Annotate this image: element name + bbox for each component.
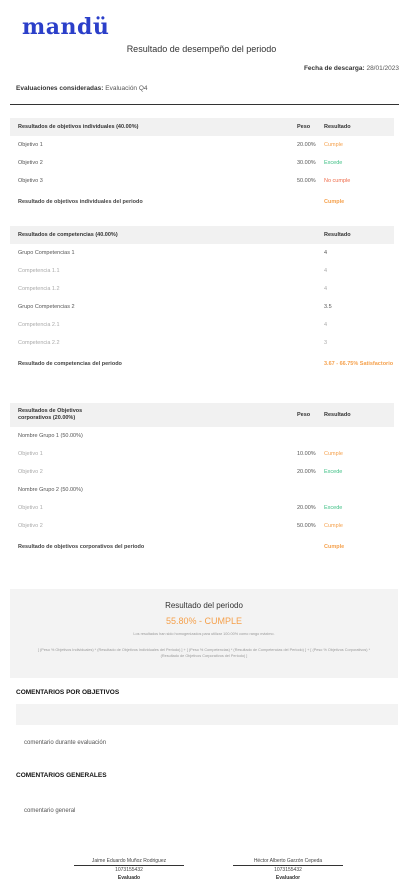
- objectives-comment-text: comentario durante evaluación: [24, 740, 107, 746]
- competency-result: 4: [324, 268, 328, 274]
- competency-row: [10, 262, 394, 280]
- objective-peso: 50.00%: [297, 523, 316, 529]
- signature-role: Evaluador: [275, 875, 301, 881]
- header-resultado: Resultado: [324, 232, 351, 238]
- competency-name: Grupo Competencias 1: [18, 250, 75, 256]
- signature-name: Héctor Alberto Garzón Cepeda: [253, 858, 323, 864]
- objective-result: Cumple: [324, 523, 343, 529]
- signature-id: 1073155432: [115, 867, 143, 873]
- objective-result: Excede: [324, 469, 343, 475]
- corporate-group-row: [10, 427, 394, 445]
- download-date: [304, 65, 399, 72]
- competency-name: Competencia 1.2: [18, 286, 60, 292]
- header-name-line1: Resultados de Objetivos: [18, 408, 83, 414]
- objective-name: Objetivo 1: [18, 142, 43, 148]
- group-name: Nombre Grupo 1 (50.00%): [18, 433, 83, 439]
- signature-evaluated: [74, 858, 184, 881]
- summary-result: Cumple: [324, 544, 345, 550]
- table-row: [10, 445, 394, 463]
- objectives-comments-band: [16, 704, 398, 725]
- summary-row: [10, 352, 394, 376]
- considered-evaluations: [16, 85, 148, 92]
- general-comments-title: COMENTARIOS GENERALES: [16, 772, 107, 779]
- competency-name: Competencia 2.2: [18, 340, 60, 346]
- header-name: Resultados de objetivos individuales (40.00%): [18, 124, 139, 130]
- objective-name: Objetivo 2: [18, 523, 43, 529]
- objective-result: Excede: [324, 160, 343, 166]
- considered-evaluations-value: Evaluación Q4: [105, 85, 148, 92]
- objective-name: Objetivo 1: [18, 505, 43, 511]
- competency-row: [10, 316, 394, 334]
- header-peso: Peso: [297, 124, 311, 130]
- objective-result: Excede: [324, 505, 343, 511]
- competency-result: 3: [324, 340, 328, 346]
- corporate-objectives-table: [10, 403, 394, 559]
- corporate-group-row: [10, 481, 394, 499]
- header-resultado: Resultado: [324, 412, 351, 418]
- period-result-note: Los resultados han sido homogenizados para utilizar 100.00% como rango máximo.: [133, 632, 275, 636]
- table-row: [10, 463, 394, 481]
- period-result-panel: [10, 589, 398, 678]
- signature-role: Evaluado: [117, 875, 141, 881]
- objective-peso: 50.00%: [297, 178, 316, 184]
- period-result-title: Resultado del periodo: [165, 601, 243, 610]
- objective-result: Cumple: [324, 142, 343, 148]
- objectives-comments-title: COMENTARIOS POR OBJETIVOS: [16, 689, 120, 696]
- objective-name: Objetivo 2: [18, 469, 43, 475]
- signature-name: Jaime Eduardo Muñoz Rodriguez: [91, 858, 167, 864]
- individual-objectives-table: [10, 118, 394, 214]
- table-row: [10, 517, 394, 535]
- objective-name: Objetivo 3: [18, 178, 43, 184]
- group-name: Nombre Grupo 2 (50.00%): [18, 487, 83, 493]
- general-comment-text: comentario general: [24, 808, 76, 814]
- objective-name: Objetivo 1: [18, 451, 43, 457]
- summary-result: 3.67 - 66.75% Satisfactorio: [324, 361, 394, 367]
- summary-label: Resultado de competencias del periodo: [18, 361, 122, 367]
- objective-result: Cumple: [324, 451, 343, 457]
- competency-result: 4: [324, 322, 328, 328]
- header-resultado: Resultado: [324, 124, 351, 130]
- signature-line: [74, 865, 184, 866]
- summary-row: [10, 535, 394, 559]
- competency-name: Grupo Competencias 2: [18, 304, 75, 310]
- competencies-table: [10, 226, 394, 376]
- objective-peso: 20.00%: [297, 505, 316, 511]
- header-peso: Peso: [297, 412, 311, 418]
- table-row: [10, 154, 394, 172]
- competency-row: [10, 280, 394, 298]
- summary-row: [10, 190, 394, 214]
- objective-peso: 20.00%: [297, 142, 316, 148]
- objective-name: Objetivo 2: [18, 160, 43, 166]
- header-name: [18, 408, 82, 422]
- download-date-value: 28/01/2023: [366, 65, 399, 72]
- objective-result: No cumple: [324, 178, 351, 184]
- table-row: [10, 172, 394, 190]
- table-header: [10, 226, 394, 244]
- header-divider: [10, 104, 399, 105]
- competency-result: 4: [324, 286, 328, 292]
- download-date-label: Fecha de descarga:: [303, 65, 365, 72]
- objective-peso: 30.00%: [297, 160, 316, 166]
- header-name: Resultados de competencias (40.00%): [18, 232, 118, 238]
- header-name-line2: corporativos (20.00%): [18, 415, 76, 421]
- summary-label: Resultado de objetivos individuales del periodo: [18, 199, 143, 205]
- table-row: [10, 136, 394, 154]
- signature-evaluator: [233, 858, 343, 881]
- competency-result: 3.5: [324, 304, 332, 310]
- considered-evaluations-label: Evaluaciones consideradas:: [16, 85, 104, 92]
- objective-peso: 20.00%: [297, 469, 316, 475]
- signature-line: [233, 865, 343, 866]
- summary-label: Resultado de objetivos corporativos del periodo: [18, 544, 145, 550]
- signature-id: 1073155432: [274, 867, 302, 873]
- competency-row: [10, 334, 394, 352]
- competency-name: Competencia 2.1: [18, 322, 60, 328]
- competency-group-row: [10, 244, 394, 262]
- period-result-value: 55.80% - CUMPLE: [165, 616, 243, 626]
- objective-peso: 10.00%: [297, 451, 316, 457]
- competency-group-row: [10, 298, 394, 316]
- table-row: [10, 499, 394, 517]
- summary-result: Cumple: [324, 199, 345, 205]
- table-header: [10, 118, 394, 136]
- period-result-formula: [ (Peso % Objetivos Individuales) * (Resultado de Objetivos Individuales del Periodo) ] + [ (Peso % Competencias) * (Resultado de Competencias del Periodo) ] + [ (Peso % Objetivos Corporativos) * (Resultado de Objetivos Corporativos del Periodo) ]: [37, 648, 371, 658]
- competency-result: 4: [324, 250, 328, 256]
- mandu-logo: mandü: [22, 14, 110, 40]
- table-header: [10, 403, 394, 427]
- page-title: Resultado de desempeño del periodo: [126, 44, 277, 54]
- competency-name: Competencia 1.1: [18, 268, 60, 274]
